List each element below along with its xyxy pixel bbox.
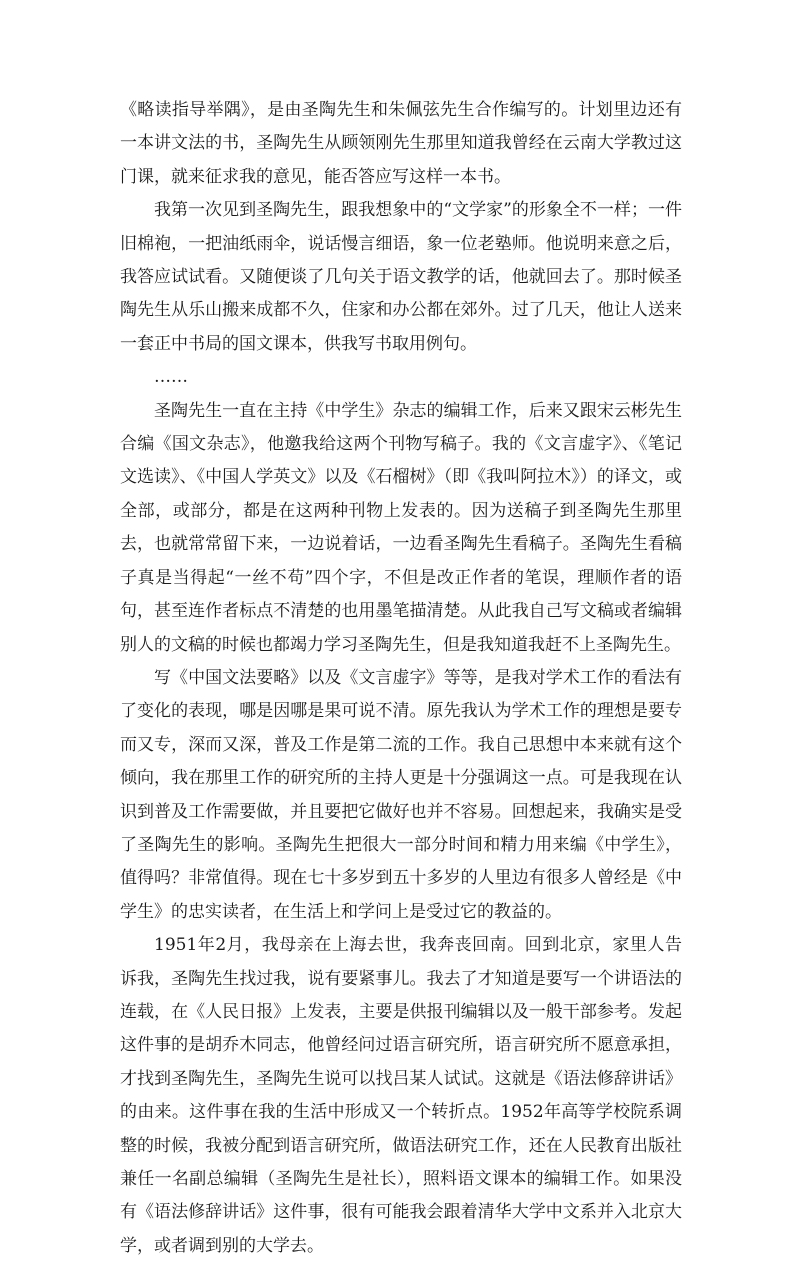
- paragraph-magazine-work: 圣陶先生一直在主持《中学生》杂志的编辑工作，后来又跟宋云彬先生合编《国文杂志》，他邀我给这两个刊物写稿子。我的《文言虚字》、《笔记文选读》、《中国人学英文》以及《石榴树》（即《我叫阿拉木》）的译文，或全部，或部分，都是在这两种刊物上发表的。因为送稿子到圣陶先生那里去，也就常常留下来，一边说着话，一边看圣陶先生看稿子。圣陶先生看稿子真是当得起“一丝不苟”四个字，不但是改正作者的笔误，理顺作者的语句，甚至连作者标点不清楚的也用墨笔描清楚。从此我自己写文稿或者编辑别人的文稿的时候也都竭力学习圣陶先生，但是我知道我赶不上圣陶先生。: [120, 400, 682, 655]
- paragraph-continuation: 《略读指导举隅》，是由圣陶先生和朱佩弦先生合作编写的。计划里边还有一本讲文法的书，圣陶先生从顾领刚先生那里知道我曾经在云南大学教过这门课，就来征求我的意见，能否答应写这样一本书。: [120, 100, 682, 187]
- paragraph-academic-views: 写《中国文法要略》以及《文言虚字》等等，是我对学术工作的看法有了变化的表现，哪是因哪是果可说不清。原先我认为学术工作的理想是要专而又专，深而又深，普及工作是第二流的工作。我自己思想中本来就有这个倾向，我在那里工作的研究所的主持人更是十分强调这一点。可是我现在认识到普及工作需要做，并且要把它做好也并不容易。回想起来，我确实是受了圣陶先生的影响。圣陶先生把很大一部分时间和精力用来编《中学生》，值得吗？非常值得。现在七十多岁到五十多岁的人里边有很多人曾经是《中学生》的忠实读者，在生活上和学问上是受过它的教益的。: [120, 667, 682, 922]
- paragraph-first-meeting: 我第一次见到圣陶先生，跟我想象中的“文学家”的形象全不一样；一件旧棉袍，一把油纸雨伞，说话慢言细语，象一位老塾师。他说明来意之后，我答应试试看。又随便谈了几句关于语文教学的话，他就回去了。那时候圣陶先生从乐山搬来成都不久，住家和办公都在郊外。过了几天，他让人送来一套正中书局的国文课本，供我写书取用例句。: [120, 200, 682, 354]
- paragraph-1951: 1951年2月，我母亲在上海去世，我奔丧回南。回到北京，家里人告诉我，圣陶先生找过我，说有要紧事儿。我去了才知道是要写一个讲语法的连载，在《人民日报》上发表，主要是供报刊编辑以及一般干部参考。发起这件事的是胡乔木同志，他曾经问过语言研究所，语言研究所不愿意承担，才找到圣陶先生，圣陶先生说可以找吕某人试试。这就是《语法修辞讲话》的由来。这件事在我的生活中形成又一个转折点。1952年高等学校院系调整的时候，我被分配到语言研究所，做语法研究工作，还在人民教育出版社兼任一名副总编辑（圣陶先生是社长），照料语文课本的编辑工作。如果没有《语法修辞讲话》这件事，很有可能我会跟着清华大学中文系并入北京大学，或者调到别的大学去。: [120, 935, 682, 1256]
- ellipsis-separator: ……: [154, 367, 188, 388]
- document-body: [120, 94, 682, 1263]
